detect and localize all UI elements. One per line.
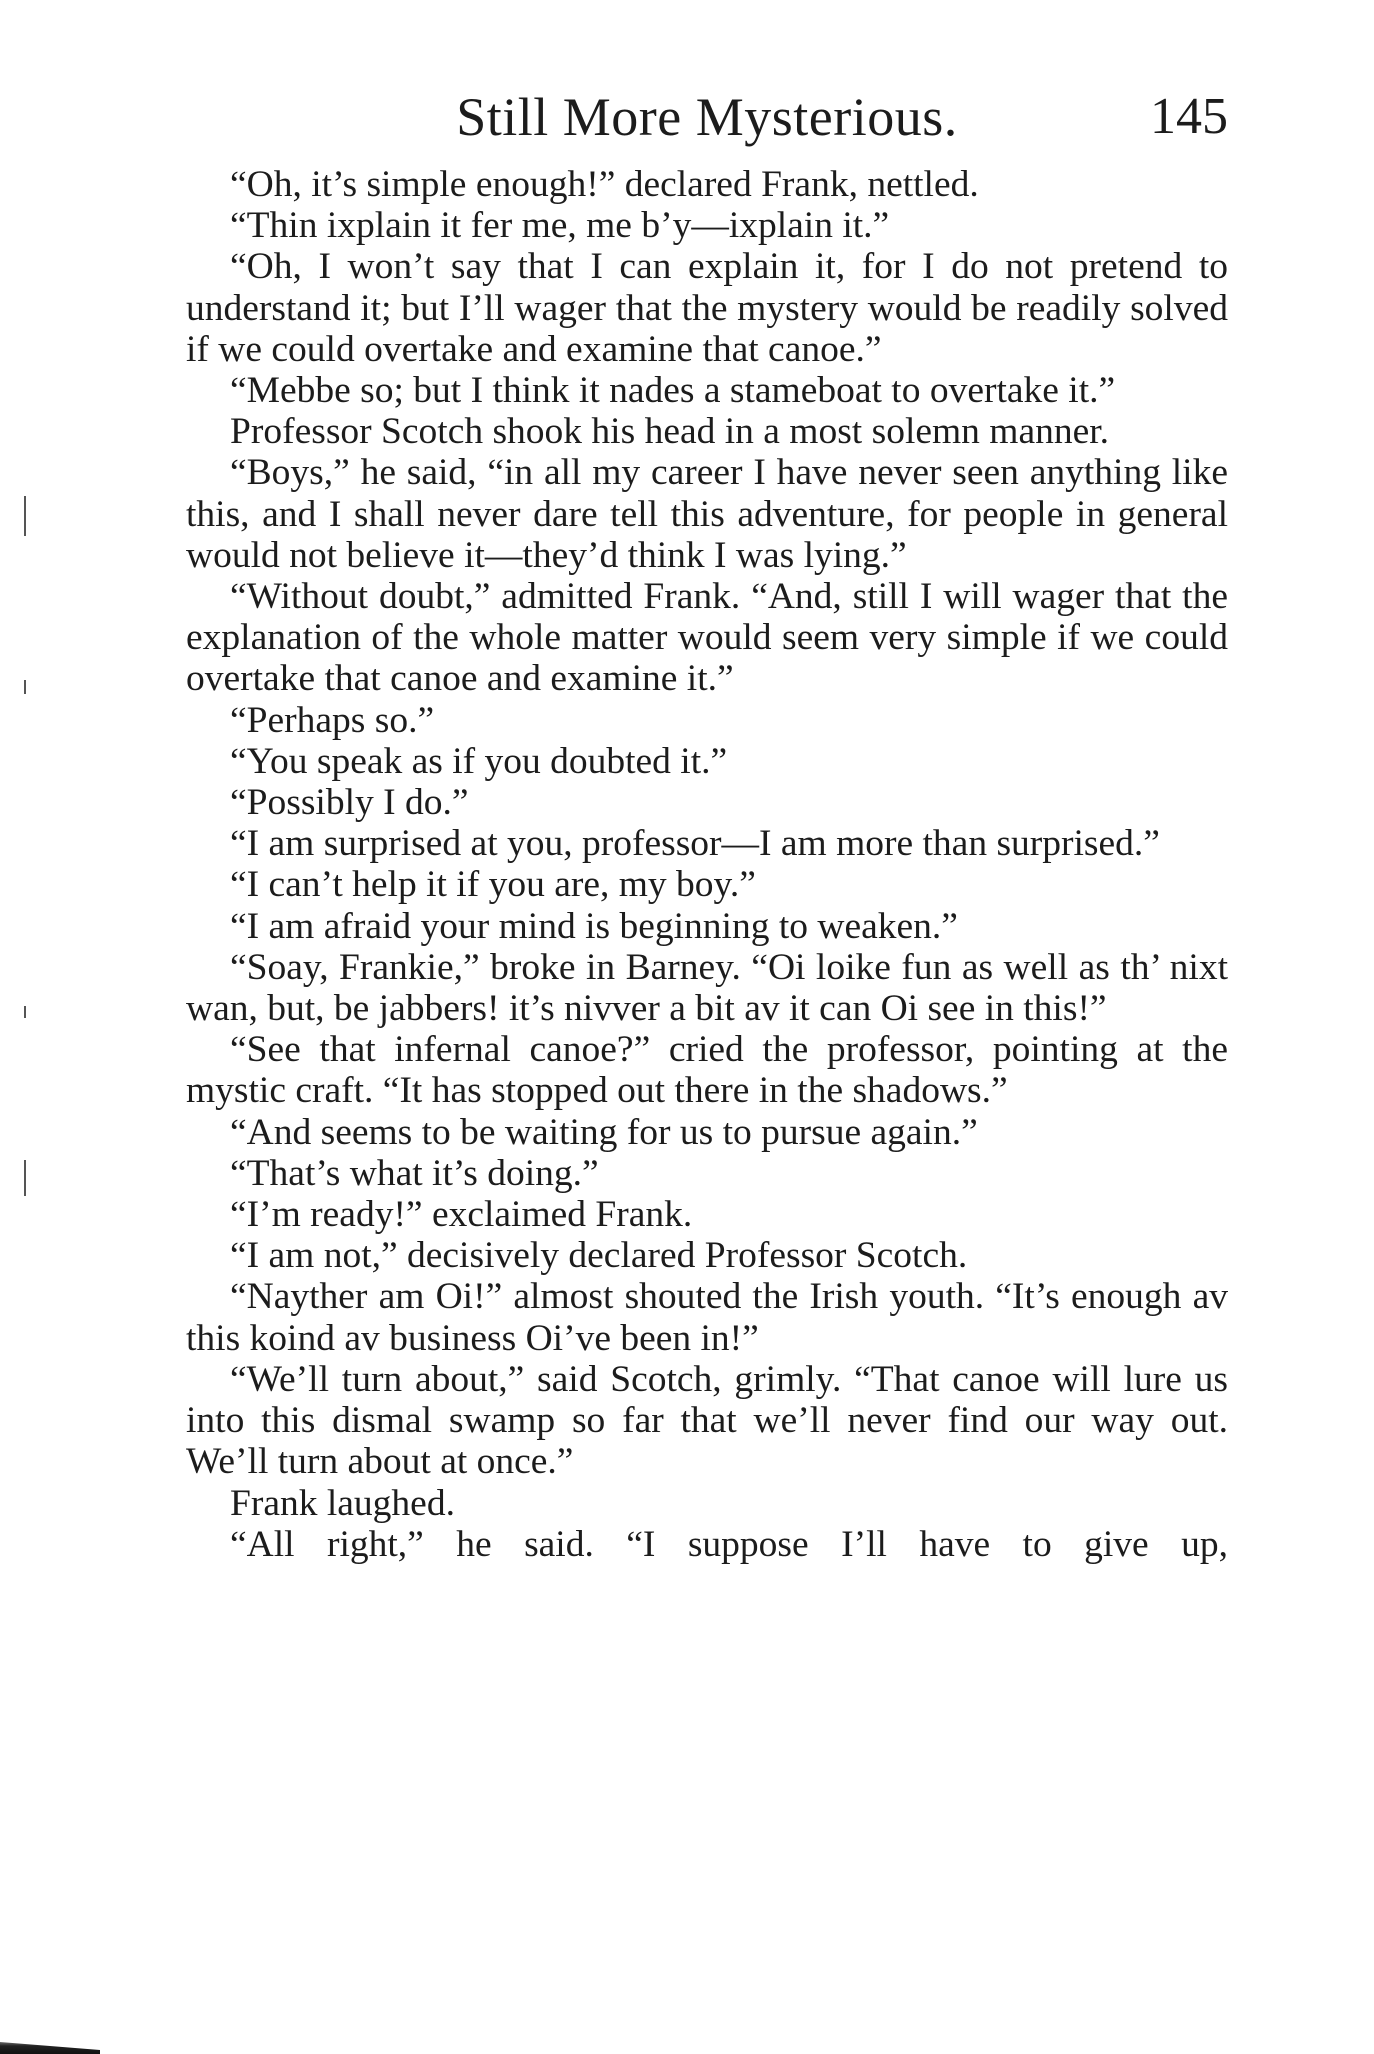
scan-edge-mark: [24, 496, 26, 536]
page-header: [186, 82, 1228, 152]
paragraph: “Nayther am Oi!” almost shouted the Irish youth. “It’s enough av this koind av business Oi’ve been in!”: [186, 1276, 1228, 1359]
paragraph: “I’m ready!” exclaimed Frank.: [230, 1194, 693, 1236]
paragraph: “See that infernal canoe?” cried the professor, pointing at the mystic craft. “It has stopped out there in the shadows.”: [186, 1029, 1228, 1112]
paragraph: “That’s what it’s doing.”: [230, 1152, 599, 1194]
paragraph: “Oh, I won’t say that I can explain it, for I do not pretend to understand it; but I’ll wager that the mystery would be readily solved if we could overtake and examine that canoe.”: [186, 246, 1228, 370]
body-text: [186, 164, 1228, 1565]
scan-edge-mark: [24, 1160, 26, 1196]
paragraph: “Without doubt,” admitted Frank. “And, still I will wager that the explanation of the whole matter would seem very simple if we could overtake that canoe and examine it.”: [186, 576, 1228, 700]
paragraph: “Thin ixplain it fer me, me b’y—ixplain it.”: [230, 205, 890, 247]
paragraph: “Boys,” he said, “in all my career I have never seen anything like this, and I shall never dare tell this adventure, for people in general would not believe it—they’d think I was lying.”: [186, 452, 1228, 576]
running-title: Still More Mysterious.: [456, 87, 958, 147]
scan-edge-mark: [24, 680, 26, 694]
paragraph: “Perhaps so.”: [230, 699, 435, 741]
page-number: 145: [1150, 88, 1228, 145]
paragraph: “I am surprised at you, professor—I am more than surprised.”: [230, 823, 1160, 865]
scan-corner-shadow: [0, 2034, 100, 2054]
paragraph: Frank laughed.: [230, 1482, 455, 1524]
paragraph: “We’ll turn about,” said Scotch, grimly. “That canoe will lure us into this dismal swamp so far that we’ll never find our way out. We’ll turn about at once.”: [186, 1358, 1228, 1483]
paragraph: “And seems to be waiting for us to pursue again.”: [230, 1111, 978, 1153]
paragraph: “Oh, it’s simple enough!” declared Frank, nettled.: [230, 164, 979, 205]
paragraph: “I can’t help it if you are, my boy.”: [230, 864, 756, 906]
paragraph: “I am not,” decisively declared Professor Scotch.: [230, 1235, 968, 1277]
scan-edge-mark: [24, 1006, 26, 1018]
paragraph: “All right,” he said. “I suppose I’ll have to give up,: [230, 1523, 1228, 1565]
paragraph: “Soay, Frankie,” broke in Barney. “Oi loike fun as well as th’ nixt wan, but, be jabbers! it’s nivver a bit av it can Oi see in this!”: [186, 946, 1228, 1030]
paragraph: “You speak as if you doubted it.”: [230, 740, 728, 782]
paragraph: Professor Scotch shook his head in a most solemn manner.: [230, 411, 1110, 453]
paragraph: “Mebbe so; but I think it nades a stameboat to overtake it.”: [230, 370, 1116, 412]
paragraph: “I am afraid your mind is beginning to weaken.”: [230, 905, 958, 947]
paragraph: “Possibly I do.”: [230, 782, 469, 824]
